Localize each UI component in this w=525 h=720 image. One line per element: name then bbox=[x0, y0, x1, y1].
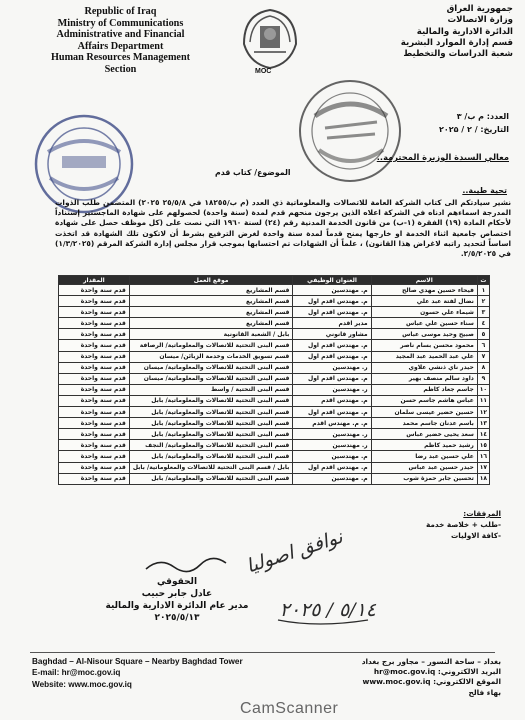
attachments-title: المرفقات: bbox=[463, 509, 501, 518]
header-en-line: Republic of Iraq bbox=[84, 6, 157, 17]
work-location: قسم البنى التحتية للاتصالات والمعلوماتية/ بابل bbox=[129, 407, 293, 418]
seniority-amount: قدم سنة واحدة bbox=[59, 362, 130, 373]
table-row bbox=[59, 384, 490, 395]
seniority-amount: قدم سنة واحدة bbox=[59, 318, 130, 329]
work-location: قسم تسويق الخدمات وخدمة الزبائن/ ميسان bbox=[129, 351, 293, 362]
handwritten-date-text: ٥/١٤ / ٢٠٢٥ bbox=[279, 599, 376, 621]
seniority-amount: قدم سنة واحدة bbox=[59, 307, 130, 318]
body-paragraph: نشير سيادتكم الى كتاب الشركة العامة للاتصالات والمعلوماتية ذي العدد (م ب/١٨٢٥٥ في ٢٥/٥/٨ ٢٠٢٥) المتضمن طلب الذوات المدرجة اسماءهم ادناه في الشركة اعلاه الذين يرجون منحهم قدم لمدة (سنة واحدة) لحصولهم على شهادة الماجستير إستناداً لأحكام المادة (١٩) الفقرة (١-ب) من قانون الخدمة المدنية رقم (٢٤) لسنة ١٩٦٠ التي نصت على (كل موظف حصل على شهادة اختصاص جامعية اثناء الخدمة او خارجها يمنح قدماً لمدة سنة واحدة لغرض الترفيع بشرط أن لاتكون تلك الشهادة قد اتخذت اساساً لتحديد راتبه لاغراض هذا القانون) ، علماً أن الشهادات تم احتسابها بموجب قرار مجلس إدارة الشركة المرقم (١/٣/٢٠٢٥) في ٢/٥/٢٠٢٥. bbox=[55, 198, 512, 259]
row-number: ١٦ bbox=[477, 451, 489, 462]
row-number: ١٠ bbox=[477, 384, 489, 395]
row-number: ١٢ bbox=[477, 407, 489, 418]
row-number: ١٧ bbox=[477, 462, 489, 473]
header-ar-line: جمهورية العراق bbox=[446, 4, 513, 14]
seniority-amount: قدم سنة واحدة bbox=[59, 418, 130, 429]
table-header: موقع العمل bbox=[129, 276, 293, 285]
employee-name: نضال لفتة عبد علي bbox=[371, 296, 477, 307]
header-en-line: Section bbox=[104, 63, 137, 75]
row-number: ١ bbox=[477, 285, 489, 296]
table-row bbox=[59, 362, 490, 373]
employee-name: سناء حسين علي عباس bbox=[371, 318, 477, 329]
row-number: ١٣ bbox=[477, 418, 489, 429]
document-meta bbox=[439, 110, 509, 136]
table-header: ت bbox=[477, 276, 489, 285]
seniority-amount: قدم سنة واحدة bbox=[59, 329, 130, 340]
table-row bbox=[59, 473, 490, 484]
footer-website-en: Website: www.moc.gov.iq bbox=[32, 679, 132, 689]
employee-name: عباس هاشم جاسم حسن bbox=[371, 395, 477, 406]
job-title: م. م. مهندس اقدم bbox=[293, 418, 371, 429]
table-row bbox=[59, 451, 490, 462]
job-title: ر. مهندسين bbox=[293, 362, 371, 373]
work-location: قسم البنى التحتية للاتصالات والمعلوماتية/ بابل bbox=[129, 418, 293, 429]
employee-name: علي عبد الحميد عبد المجيد bbox=[371, 351, 477, 362]
attachment-item: -كافة الاوليات bbox=[450, 531, 501, 540]
header-english bbox=[28, 6, 213, 75]
header-en-line: Human Resources Management bbox=[50, 52, 191, 63]
work-location: بابل / قسم البنى التحتية للاتصالات والمعلوماتية/ بابل bbox=[129, 462, 293, 473]
footer-website-ar: الموقع الالكتروني: www.moc.gov.iq bbox=[362, 677, 501, 687]
row-number: ٨ bbox=[477, 362, 489, 373]
row-number: ١٨ bbox=[477, 473, 489, 484]
job-title: م. مهندسين bbox=[293, 451, 371, 462]
seniority-amount: قدم سنة واحدة bbox=[59, 296, 130, 307]
table-row bbox=[59, 285, 490, 296]
work-location: قسم المشاريع bbox=[129, 285, 293, 296]
job-title: م. مهندس اقدم اول bbox=[293, 296, 371, 307]
table-row bbox=[59, 429, 490, 440]
employee-name: حسين خضير عيسى سلمان bbox=[371, 407, 477, 418]
job-title: م. مهندسين bbox=[293, 473, 371, 484]
signature-position: مدير عام الدائرة الادارية والمالية bbox=[105, 601, 249, 611]
footer-email-en: E-mail: hr@moc.gov.iq bbox=[32, 668, 121, 678]
job-title: مشاور قانوني bbox=[293, 329, 371, 340]
header-ar-line: الدائرة الادارية والمالية bbox=[416, 26, 513, 37]
seniority-amount: قدم سنة واحدة bbox=[59, 462, 130, 473]
job-title: م. مهندس اقدم اول bbox=[293, 462, 371, 473]
seniority-amount: قدم سنة واحدة bbox=[59, 451, 130, 462]
employee-name: محمود محسن بسام ناصر bbox=[371, 340, 477, 351]
handwritten-date bbox=[258, 586, 380, 628]
seniority-amount: قدم سنة واحدة bbox=[59, 384, 130, 395]
employee-name: باسم عدنان جاسم محمد bbox=[371, 418, 477, 429]
subject: الموضوع/ كتاب قدم bbox=[215, 168, 291, 177]
job-title: م. مهندس اقدم اول bbox=[293, 340, 371, 351]
seniority-amount: قدم سنة واحدة bbox=[59, 351, 130, 362]
employee-name: جاسم جعاد كاظم bbox=[371, 384, 477, 395]
employees-table bbox=[58, 275, 490, 485]
row-number: ١١ bbox=[477, 395, 489, 406]
table-row bbox=[59, 351, 490, 362]
job-title: ر. مهندسين bbox=[293, 384, 371, 395]
work-location: قسم البنى التحتية للاتصالات والمعلوماتية/ بابل bbox=[129, 429, 293, 440]
signature-title: الحقوقي bbox=[156, 577, 198, 587]
seniority-amount: قدم سنة واحدة bbox=[59, 340, 130, 351]
work-location: قسم البنى التحتية للاتصالات والمعلوماتية/ ميسان bbox=[129, 362, 293, 373]
employee-name: سعد يحيى خضير عباس bbox=[371, 429, 477, 440]
work-location: قسم البنى التحتية للاتصالات والمعلوماتية/ ميسان bbox=[129, 373, 293, 384]
table-header-row bbox=[59, 276, 490, 285]
attachment-item: -طلب + خلاصة خدمة bbox=[425, 520, 501, 529]
header-arabic bbox=[323, 4, 513, 60]
job-title: م. مهندس اقدم اول bbox=[293, 373, 371, 384]
signature-date: ٢٠٢٥/٥/١٣ bbox=[154, 613, 200, 623]
employee-name: صبيح وحيد موسى عباس bbox=[371, 329, 477, 340]
ministry-logo-icon bbox=[238, 4, 302, 76]
work-location: بابل / الشعبة القانونية bbox=[129, 329, 293, 340]
job-title: مدير اقدم bbox=[293, 318, 371, 329]
job-title: م. مهندس اقدم bbox=[293, 395, 371, 406]
employee-name: علي حسين عبد رضا bbox=[371, 451, 477, 462]
employee-name: رشيد حميد كاظم bbox=[371, 440, 477, 451]
table-row bbox=[59, 340, 490, 351]
work-location: قسم البنى التحتية للاتصالات والمعلوماتية/ النجف bbox=[129, 440, 293, 451]
document-number: العدد: م ب/ ٣ bbox=[456, 112, 509, 121]
employee-name: شيماء علي حسون bbox=[371, 307, 477, 318]
job-title: م. مهندس اقدم اول bbox=[293, 351, 371, 362]
footer-email-ar: البريد الالكتروني: hr@moc.gov.iq bbox=[373, 667, 501, 677]
row-number: ١٥ bbox=[477, 440, 489, 451]
table-header: المقدار bbox=[59, 276, 130, 285]
logo-caption: MOC bbox=[255, 68, 272, 75]
seniority-amount: قدم سنة واحدة bbox=[59, 440, 130, 451]
work-location: قسم المشاريع bbox=[129, 318, 293, 329]
table-body bbox=[59, 285, 490, 485]
employee-name: فيحاء حسين مهدي صالح bbox=[371, 285, 477, 296]
header-ar-line: شعبة الدراسات والتخطيط bbox=[403, 49, 513, 60]
row-number: ٣ bbox=[477, 307, 489, 318]
header-ar-line: وزارة الاتصالات bbox=[447, 15, 513, 26]
table-row bbox=[59, 395, 490, 406]
row-number: ٢ bbox=[477, 296, 489, 307]
work-location: قسم المشاريع bbox=[129, 307, 293, 318]
row-number: ٥ bbox=[477, 329, 489, 340]
document-date: التاريخ: / ۲ / ۲۰۲۵ bbox=[438, 125, 509, 134]
seniority-amount: قدم سنة واحدة bbox=[59, 473, 130, 484]
row-number: ١٤ bbox=[477, 429, 489, 440]
row-number: ٤ bbox=[477, 318, 489, 329]
job-title: ر. مهندسين bbox=[293, 429, 371, 440]
signature-block bbox=[92, 576, 262, 624]
job-title: ر. مهندسين bbox=[293, 440, 371, 451]
job-title: م. مهندسين bbox=[293, 285, 371, 296]
work-location: قسم البنى التحتية للاتصالات والمعلوماتية/ بابل bbox=[129, 473, 293, 484]
table-row bbox=[59, 318, 490, 329]
header-en-line: Ministry of Communications bbox=[57, 17, 184, 29]
work-location: قسم البنى التحتية للاتصالات والمعلوماتية/ بابل bbox=[129, 395, 293, 406]
footer-english bbox=[32, 656, 243, 690]
table-row bbox=[59, 462, 490, 473]
seniority-amount: قدم سنة واحدة bbox=[59, 407, 130, 418]
row-number: ٦ bbox=[477, 340, 489, 351]
work-location: قسم البنى التحتية للاتصالات والمعلوماتية/ بابل bbox=[129, 451, 293, 462]
footer-address-en: Baghdad – Al-Nisour Square – Nearby Baghdad Tower bbox=[32, 657, 243, 666]
seniority-amount: قدم سنة واحدة bbox=[59, 429, 130, 440]
table-row bbox=[59, 296, 490, 307]
employee-name: حيدر ناي ذنشي علاوي bbox=[371, 362, 477, 373]
table-row bbox=[59, 440, 490, 451]
footer-arabic bbox=[301, 657, 501, 698]
official-stamp-center bbox=[295, 76, 405, 186]
header-ar-line: قسم إدارة الموارد البشرية bbox=[400, 37, 513, 48]
footer-divider bbox=[30, 652, 495, 653]
table-row bbox=[59, 329, 490, 340]
greeting: تحية طيبة.. bbox=[462, 186, 507, 195]
row-number: ٧ bbox=[477, 351, 489, 362]
work-location: قسم المشاريع bbox=[129, 296, 293, 307]
camscanner-watermark: CamScanner bbox=[240, 700, 339, 717]
work-location: قسم البنى التحتية للاتصالات والمعلوماتية/ الرصافة bbox=[129, 340, 293, 351]
salutation: معالي السيدة الوزيرة المحترمة.. bbox=[376, 152, 509, 162]
row-number: ٩ bbox=[477, 373, 489, 384]
table-header: العنوان الوظيفي bbox=[293, 276, 371, 285]
table-row bbox=[59, 307, 490, 318]
seniority-amount: قدم سنة واحدة bbox=[59, 373, 130, 384]
header-en-line: Affairs Department bbox=[77, 40, 164, 52]
handwritten-approval-text: نوافق اصوليا bbox=[243, 525, 346, 578]
job-title: م. مهندس اقدم اول bbox=[293, 307, 371, 318]
employee-name: تحسين جابر حمزة شوب bbox=[371, 473, 477, 484]
seniority-amount: قدم سنة واحدة bbox=[59, 285, 130, 296]
footer-address-ar: بغداد – ساحة النسور – مجاور برج بغداد bbox=[361, 657, 501, 666]
header-en-line: Administrative and Financial bbox=[56, 29, 185, 40]
seniority-amount: قدم سنة واحدة bbox=[59, 395, 130, 406]
footer-scanner-ar: بهاء فالح bbox=[468, 687, 501, 697]
table-row bbox=[59, 407, 490, 418]
signature-name: عادل جابر حبيب bbox=[141, 589, 213, 599]
employee-name: داود سالم منصف بهير bbox=[371, 373, 477, 384]
work-location: قسم البنى التحتية / واسط bbox=[129, 384, 293, 395]
table-header: الاسم bbox=[371, 276, 477, 285]
employee-name: حيدر حسين عبد عباس bbox=[371, 462, 477, 473]
job-title: م. مهندس اقدم اول bbox=[293, 407, 371, 418]
table-row bbox=[59, 418, 490, 429]
signature-ink-icon bbox=[140, 555, 230, 577]
attachments bbox=[426, 508, 501, 541]
table-row bbox=[59, 373, 490, 384]
